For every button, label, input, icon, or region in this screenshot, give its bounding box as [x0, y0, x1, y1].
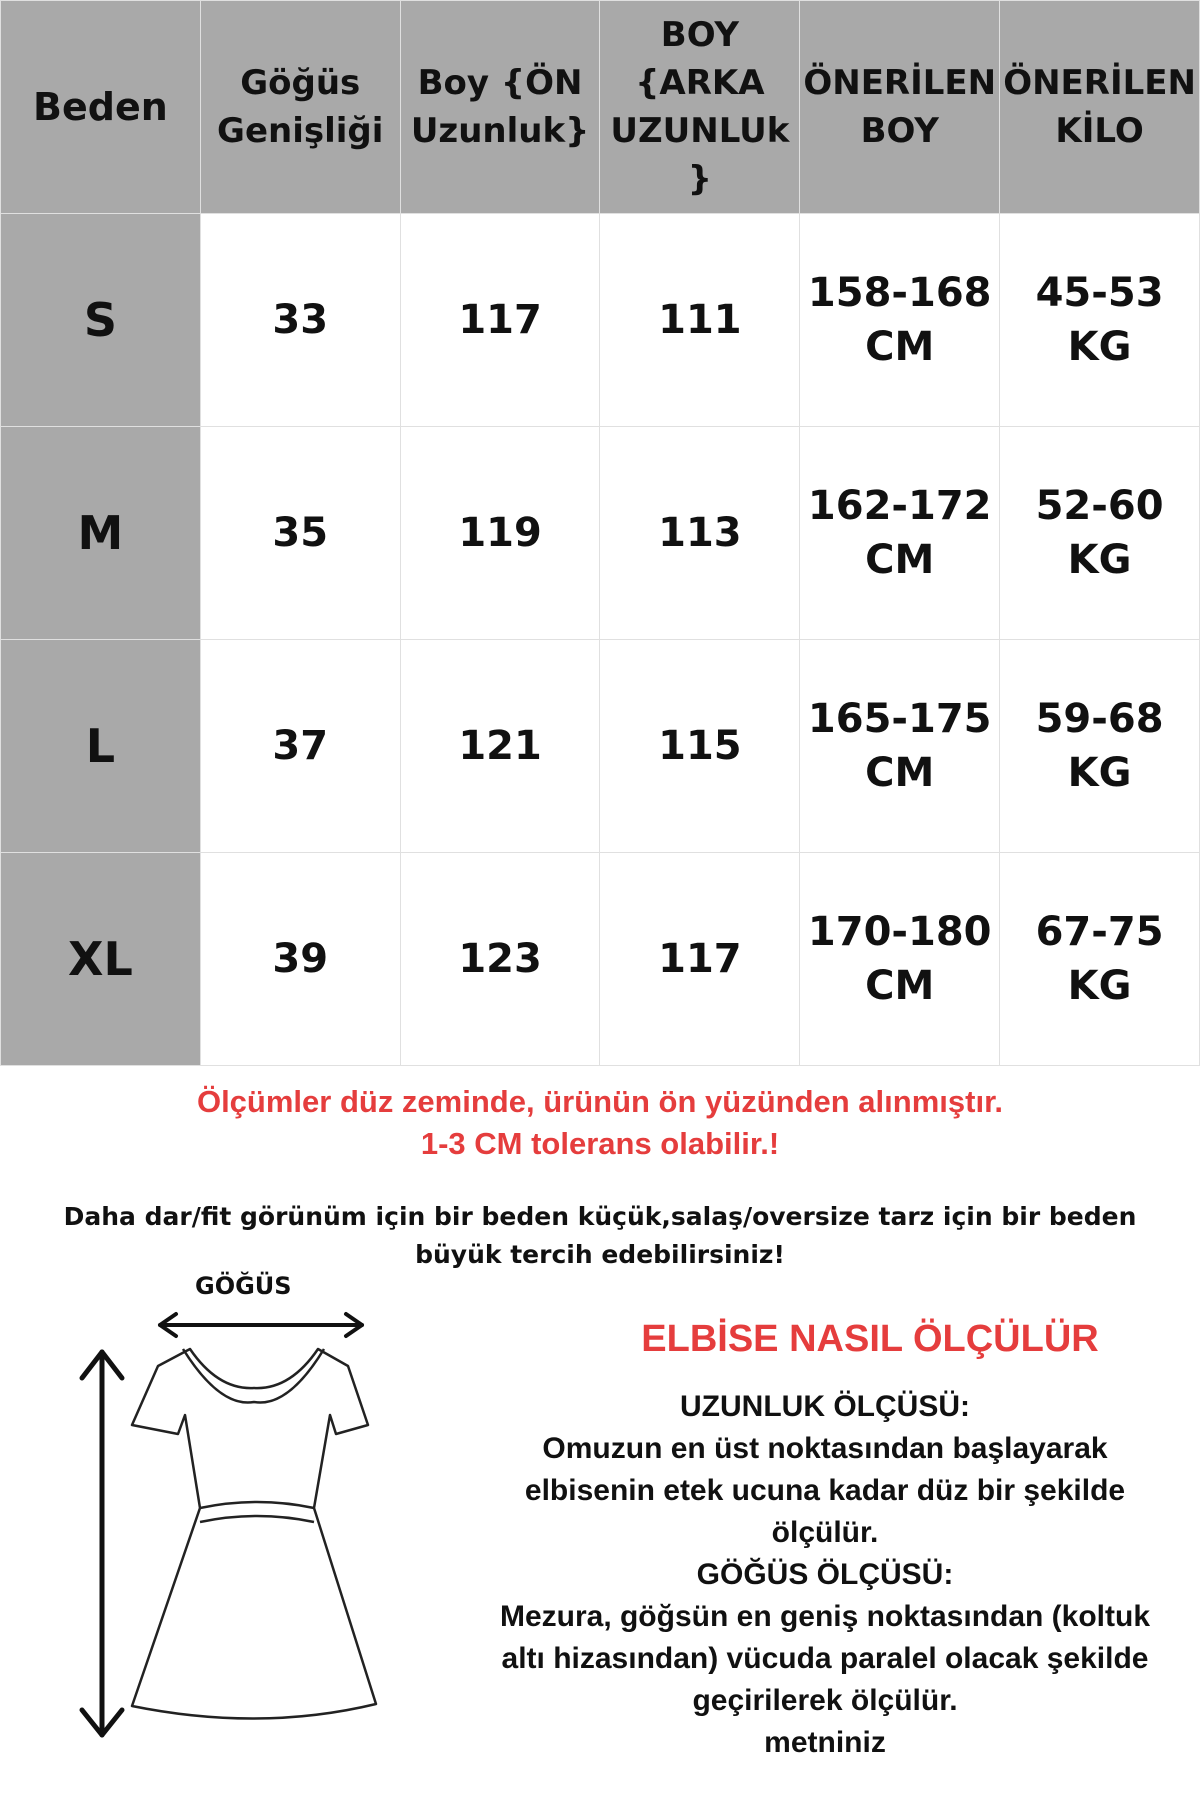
length-measure-section — [460, 1386, 1190, 1764]
front-length-cell: 121 — [400, 640, 600, 853]
weight-cell: 52-60 KG — [1000, 427, 1200, 640]
size-cell: L — [1, 640, 201, 853]
header-size: Beden — [1, 1, 201, 214]
weight-cell: 67-75 KG — [1000, 853, 1200, 1066]
back-length-cell: 113 — [600, 427, 800, 640]
header-back-length: BOY {ARKA UZUNLUk } — [600, 1, 800, 214]
front-length-cell: 117 — [400, 214, 600, 427]
chest-text-line: altı hizasından) vücuda paralel olacak şekilde — [501, 1642, 1149, 1675]
height-cell: 165-175 CM — [800, 640, 1000, 853]
weight-cell: 45-53 KG — [1000, 214, 1200, 427]
weight-cell: 59-68 KG — [1000, 640, 1200, 853]
dress-diagram — [60, 1270, 390, 1770]
table-row — [1, 214, 1200, 427]
size-cell: M — [1, 427, 201, 640]
chest-cell: 35 — [200, 427, 400, 640]
size-tip-line2: büyük tercih edebilirsiniz! — [415, 1240, 785, 1269]
back-length-cell: 117 — [600, 853, 800, 1066]
chest-text-line: geçirilerek ölçülür. — [692, 1684, 958, 1717]
header-front-length: Boy {ÖN Uzunluk} — [400, 1, 600, 214]
length-text-line: Omuzun en üst noktasından başlayarak — [542, 1432, 1108, 1465]
chest-heading: GÖĞÜS ÖLÇÜSÜ: — [696, 1558, 954, 1591]
chest-cell: 37 — [200, 640, 400, 853]
table-row — [1, 640, 1200, 853]
measurement-note-line2: 1-3 CM tolerans olabilir.! — [420, 1126, 780, 1161]
size-cell: XL — [1, 853, 201, 1066]
chest-label: GÖĞÜS — [195, 1272, 292, 1300]
size-tip-line1: Daha dar/fit görünüm için bir beden küçük,salaş/oversize tarz için bir beden — [63, 1202, 1137, 1231]
measurement-note-line1: Ölçümler düz zeminde, ürünün ön yüzünden alınmıştır. — [196, 1084, 1004, 1119]
length-heading: UZUNLUK ÖLÇÜSÜ: — [680, 1390, 970, 1423]
chest-text-line: Mezura, göğsün en geniş noktasından (koltuk — [499, 1600, 1151, 1633]
back-length-cell: 115 — [600, 640, 800, 853]
header-chest: Göğüs Genişliği — [200, 1, 400, 214]
size-cell: S — [1, 214, 201, 427]
dress-outline-icon — [132, 1349, 376, 1719]
front-length-cell: 119 — [400, 427, 600, 640]
table-row — [1, 427, 1200, 640]
height-cell: 158-168 CM — [800, 214, 1000, 427]
how-to-measure-title: ELBİSE NASIL ÖLÇÜLÜR — [641, 1318, 1099, 1360]
table-row — [1, 853, 1200, 1066]
length-text-line: ölçülür. — [771, 1516, 879, 1549]
chest-cell: 39 — [200, 853, 400, 1066]
header-row — [1, 1, 1200, 214]
height-cell: 170-180 CM — [800, 853, 1000, 1066]
footer-text: metniniz — [764, 1726, 886, 1759]
back-length-cell: 111 — [600, 214, 800, 427]
double-arrow-horizontal-icon — [160, 1314, 362, 1336]
height-cell: 162-172 CM — [800, 427, 1000, 640]
header-recommended-height: ÖNERİLEN BOY — [800, 1, 1000, 214]
double-arrow-vertical-icon — [82, 1352, 122, 1735]
header-recommended-weight: ÖNERİLEN KİLO — [1000, 1, 1200, 214]
chest-cell: 33 — [200, 214, 400, 427]
length-text-line: elbisenin etek ucuna kadar düz bir şekilde — [524, 1474, 1126, 1507]
front-length-cell: 123 — [400, 853, 600, 1066]
